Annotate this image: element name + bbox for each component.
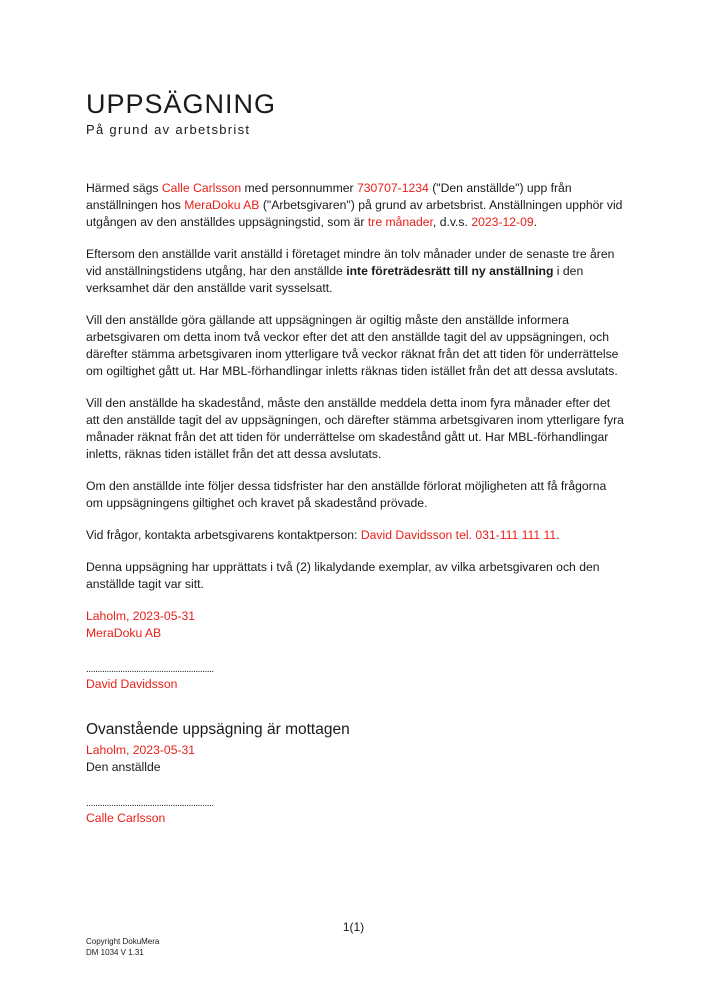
contact-person: David Davidsson tel. 031-111 111 11 [360,528,557,542]
text: . [533,215,538,229]
receipt-role: Den anställde [86,760,161,774]
receipt-place-date: Laholm, 2023-05-31 [86,743,196,757]
employer-place-date: Laholm, 2023-05-31 [86,609,196,623]
document-id: DM 1034 V 1.31 [86,948,144,957]
end-date: 2023-12-09 [471,215,534,229]
paragraph-deadlines: Om den anställde inte följer dessa tidsfrister har den anställde förlorat möjligheten att få frågorna om uppsägningens giltighet och kravet på skadestånd prövade. [86,479,607,510]
text: , d.v.s. [432,215,472,229]
text: . [556,528,560,542]
employer-signature-line: ........................................................ [86,664,214,675]
employer-company: MeraDoku AB [86,626,162,640]
receipt-heading: Ovanstående uppsägning är mottagen [86,721,350,738]
paragraph-copies: Denna uppsägning har upprättats i två (2) likalydande exemplar, av vilka arbetsgivaren och den anställde tagit var sitt. [86,560,600,591]
page-number: 1(1) [342,920,365,934]
employer-signatory-name: David Davidsson [86,677,178,691]
copyright-text: Copyright DokuMera [86,937,160,946]
employee-name: Calle Carlsson [161,181,242,195]
paragraph-damages: Vill den anställde ha skadestånd, måste den anställde meddela detta inom fyra månader efter det att den anställde tagit del av uppsägningen, och därefter stämma arbetsgivaren inom ytterligare fyra månader räknat från det att tiden för underrättelse om skadestånd gått ut. Har MBL-förhandlingar inletts, räknas tiden istället från det att dessa avslutats. [86,396,624,461]
text: Eftersom den anställde varit anställd i företaget mindre än tolv månader under de senaste tre åren vid anställningstidens utgång, har den anställde [86,247,615,278]
text: i den verksamhet där den anställde varit sysselsatt. [86,264,584,295]
text: med personnummer [241,181,357,195]
document-title: UPPSÄGNING [86,89,277,119]
personal-number: 730707-1234 [356,181,429,195]
footer [86,936,159,958]
document-subtitle: På grund av arbetsbrist [86,122,251,137]
employer-signature [86,608,626,693]
paragraph-termination [86,180,626,231]
notice-period: tre månader [367,215,433,229]
text: Vid frågor, kontakta arbetsgivarens kontaktperson: [86,528,361,542]
text: Härmed sägs [86,181,162,195]
paragraph-priority-right [86,246,626,297]
priority-right-bold: inte företrädesrätt till ny anställning [346,264,554,278]
paragraph-invalidity: Vill den anställde göra gällande att uppsägningen är ogiltig måste den anställde informera arbetsgivaren om detta inom två veckor efter det att den anställde tagit del av uppsägningen, och därefter stämma arbetsgivaren inom ytterligare två veckor räknat från det att tiden för underrättelse om ogiltighet gått ut. Har MBL-förhandlingar inletts räknas tiden istället från det att dessa avslutats. [86,313,619,378]
receipt-block [86,720,626,827]
employee-signatory-name: Calle Carlsson [86,811,166,825]
letter-body [86,180,626,827]
text: ("Den anställde") upp från anställningen hos [86,181,572,212]
receipt-signature-line: ........................................................ [86,798,214,809]
paragraph-contact [86,527,626,544]
text: ("Arbetsgivaren") på grund av arbetsbrist. Anställningen upphör vid utgången av den anställdes uppsägningstid, som är [86,198,623,229]
company-name: MeraDoku AB [184,198,260,212]
